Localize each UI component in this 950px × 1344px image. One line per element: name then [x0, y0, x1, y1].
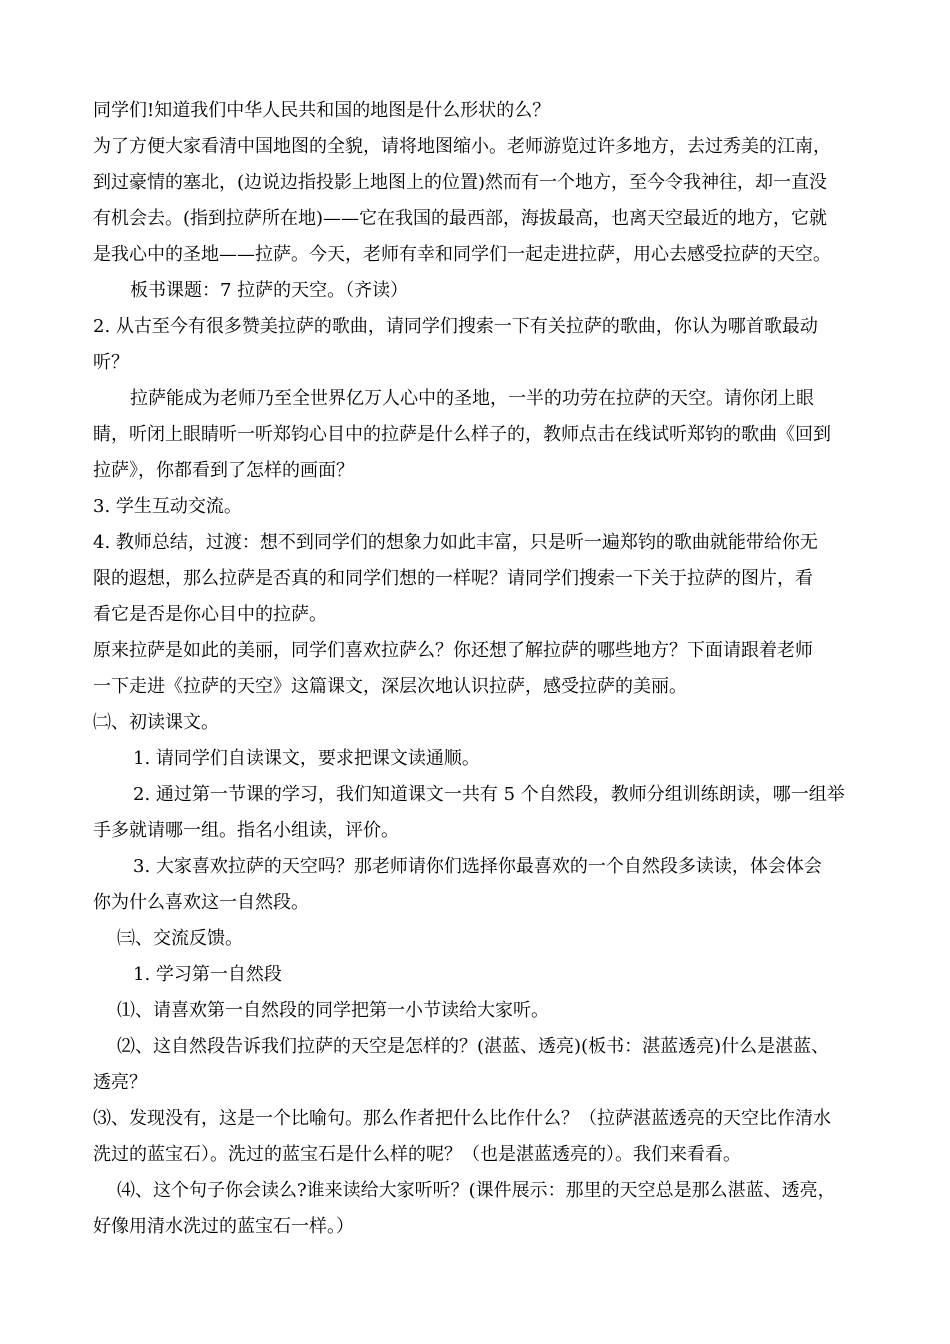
text-line: 限的遐想，那么拉萨是否真的和同学们想的一样呢？请同学们搜索一下关于拉萨的图片，看 [93, 568, 813, 589]
text-line: ⑷、这个句子你会读么?谁来读给大家听听？(课件展示：那里的天空总是那么湛蓝、透亮， [117, 1180, 836, 1201]
text-line: 有机会去。(指到拉萨所在地)——它在我国的最西部，海拔最高，也离天空最近的地方，它就 [93, 208, 828, 229]
text-line: 透亮？ [93, 1072, 147, 1093]
text-line: 一下走进《拉萨的天空》这篇课文，深层次地认识拉萨，感受拉萨的美丽。 [93, 676, 687, 697]
text-line: 听？ [93, 352, 129, 373]
text-line: ⑶、发现没有，这是一个比喻句。那么作者把什么比作什么？（拉萨湛蓝透亮的天空比作清水 [93, 1108, 831, 1129]
text-line: 拉萨》，你都看到了怎样的画面？ [93, 460, 354, 481]
text-line: 板书课题：7 拉萨的天空。（齐读） [130, 280, 409, 301]
text-line: 同学们!知道我们中华人民共和国的地图是什么形状的么？ [93, 100, 551, 121]
text-line: 好像用清水洗过的蓝宝石一样。） [93, 1216, 354, 1237]
text-line: 是我心中的圣地——拉萨。今天，老师有幸和同学们一起走进拉萨，用心去感受拉萨的天空。 [93, 244, 831, 265]
text-line: 拉萨能成为老师乃至全世界亿万人心中的圣地，一半的功劳在拉萨的天空。请你闭上眼 [130, 388, 814, 409]
text-line: 睛，听闭上眼睛听一听郑钧心目中的拉萨是什么样子的，教师点击在线试听郑钧的歌曲《回到 [93, 424, 831, 445]
text-line: 2. 通过第一节课的学习，我们知道课文一共有 5 个自然段，教师分组训练朗读，哪一组举 [133, 784, 845, 805]
text-line: 看它是否是你心目中的拉萨。 [93, 604, 327, 625]
text-line: 2. 从古至今有很多赞美拉萨的歌曲，请同学们搜索一下有关拉萨的歌曲，你认为哪首歌最动 [93, 316, 818, 337]
text-line: 为了方便大家看清中国地图的全貌，请将地图缩小。老师游览过许多地方，去过秀美的江南， [93, 136, 831, 157]
text-line: 原来拉萨是如此的美丽，同学们喜欢拉萨么？你还想了解拉萨的哪些地方？下面请跟着老师 [93, 640, 813, 661]
text-line: 3. 大家喜欢拉萨的天空吗？那老师请你们选择你最喜欢的一个自然段多读读，体会体会 [133, 856, 822, 877]
text-line: 你为什么喜欢这一自然段。 [93, 892, 309, 913]
section-heading: ㈡、初读课文。 [93, 712, 219, 733]
text-line: 4. 教师总结，过渡：想不到同学们的想象力如此丰富，只是听一遍郑钧的歌曲就能带给你无 [93, 532, 818, 553]
text-line: 洗过的蓝宝石）。洗过的蓝宝石是什么样的呢？（也是湛蓝透亮的）。我们来看看。 [93, 1144, 741, 1165]
text-line: 1. 学习第一自然段 [133, 964, 282, 985]
text-line: 3. 学生互动交流。 [93, 496, 242, 517]
text-line: ⑵、这自然段告诉我们拉萨的天空是怎样的？(湛蓝、透亮)(板书：湛蓝透亮)什么是湛蓝、 [117, 1036, 830, 1057]
section-heading: ㈢、交流反馈。 [117, 928, 243, 949]
text-line: 1. 请同学们自读课文，要求把课文读通顺。 [133, 748, 480, 769]
text-line: ⑴、请喜欢第一自然段的同学把第一小节读给大家听。 [117, 1000, 549, 1021]
text-line: 手多就请哪一组。指名小组读，评价。 [93, 820, 399, 841]
text-line: 到过豪情的塞北，(边说边指投影上地图上的位置)然而有一个地方，至今令我神往，却一直没 [93, 172, 828, 193]
